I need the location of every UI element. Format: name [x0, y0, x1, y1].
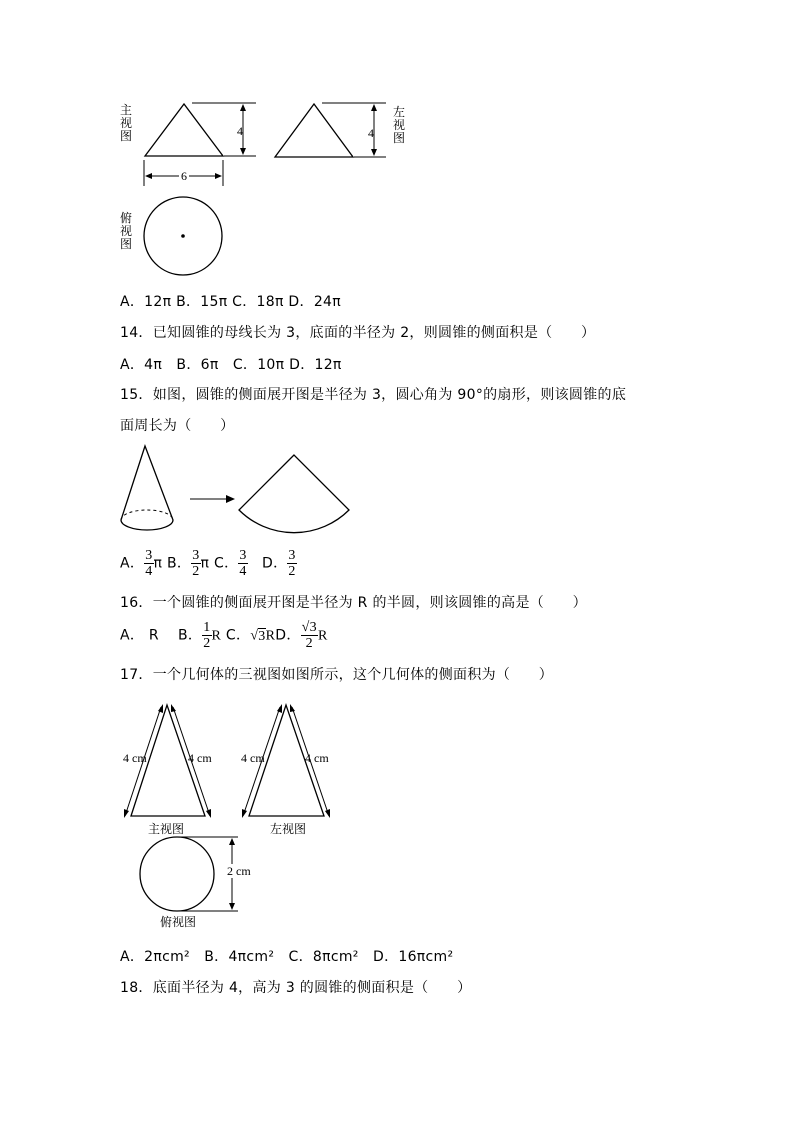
q17-diameter-arrow-bottom	[229, 903, 235, 910]
q15-option-b-label: B．	[162, 555, 192, 572]
q15-c-numerator: 3	[239, 548, 247, 563]
q15-a-suffix: π	[153, 555, 163, 572]
main-view-label-text: 主视图	[119, 103, 132, 143]
q15-option-d-label: D．	[247, 555, 288, 572]
q15-option-c-label: C．	[209, 555, 239, 572]
q14-options: A．4π B．6π C．10π D．12π	[120, 357, 342, 373]
width-label: 6	[181, 169, 187, 183]
q17-main-left-arrow-bottom	[124, 809, 129, 818]
q16-option-d-label: D．	[275, 627, 301, 644]
q16-d-denominator: 2	[305, 636, 313, 651]
q15-a-denominator: 4	[145, 564, 153, 579]
main-height-label: 4	[237, 124, 243, 138]
q15-stem-line2: 面周长为（ ）	[120, 418, 235, 434]
left-height-label: 4	[368, 126, 374, 140]
q17-main-view-label: 主视图	[148, 822, 185, 836]
q15-b-numerator: 3	[192, 548, 200, 563]
q17-top-view-label: 俯视图	[160, 915, 197, 929]
q17-left-left-arrow-bottom	[242, 809, 247, 818]
q17-top-view-circle	[140, 837, 214, 911]
q16-option-c-sqrt: √3	[250, 628, 266, 644]
q16-stem: 16．一个圆锥的侧面展开图是半径为 R 的半圆，则该圆锥的高是（ ）	[120, 595, 587, 611]
q13-options: A．12π B．15π C．18π D．24π	[120, 294, 341, 310]
q17-left-right-arrow-bottom	[325, 809, 330, 818]
left-view-label-text: 左视图	[392, 105, 405, 145]
q16-d-suffix: R	[317, 628, 328, 644]
q16-option-a-and-b-label: A． R B．	[120, 627, 203, 644]
q15-c-denominator: 4	[239, 564, 247, 579]
q15-d-numerator: 3	[288, 548, 296, 563]
top-view-label-text: 俯视图	[119, 211, 132, 251]
q14-stem: 14．已知圆锥的母线长为 3，底面的半径为 2，则圆锥的侧面积是（ ）	[120, 325, 596, 341]
q17-main-right-slant-label: 4 cm	[188, 751, 212, 765]
q16-b-denominator: 2	[203, 636, 211, 651]
q16-c-suffix: R	[265, 628, 276, 644]
q17-diameter-arrow-top	[229, 838, 235, 845]
q17-left-left-slant-label: 4 cm	[241, 751, 265, 765]
q17-main-left-arrow-top	[158, 704, 163, 713]
q17-main-right-arrow-bottom	[206, 809, 211, 818]
q16-d-numerator: √3	[301, 620, 317, 635]
q18-stem: 18．底面半径为 4，高为 3 的圆锥的侧面积是（ ）	[120, 980, 472, 996]
q16-option-c-label: C．	[221, 627, 251, 644]
q15-d-denominator: 2	[288, 564, 296, 579]
q17-stem: 17．一个几何体的三视图如图所示，这个几何体的侧面积为（ ）	[120, 667, 554, 683]
q15-stem-line1: 15．如图，圆锥的侧面展开图是半径为 3，圆心角为 90°的扇形，则该圆锥的底	[120, 387, 627, 403]
q17-left-left-arrow-top	[277, 704, 282, 713]
q17-left-right-slant-label: 4 cm	[305, 751, 329, 765]
q16-c-radicand: 3	[258, 628, 266, 644]
q15-b-suffix: π	[200, 555, 210, 572]
q15-option-a-label: A．	[120, 555, 145, 572]
q15-b-denominator: 2	[192, 564, 200, 579]
q17-left-right-arrow-top	[290, 704, 295, 712]
q16-d-radicand: 3	[309, 620, 317, 635]
q15-a-numerator: 3	[145, 548, 153, 563]
q16-b-numerator: 1	[203, 620, 211, 635]
q17-main-right-arrow-top	[171, 704, 176, 712]
q17-main-left-slant-label: 4 cm	[123, 751, 147, 765]
q17-left-view-label: 左视图	[270, 822, 307, 836]
q17-diameter-label: 2 cm	[227, 864, 251, 878]
q16-b-suffix: R	[211, 628, 222, 644]
q17-options: A．2πcm² B．4πcm² C．8πcm² D．16πcm²	[120, 949, 454, 965]
